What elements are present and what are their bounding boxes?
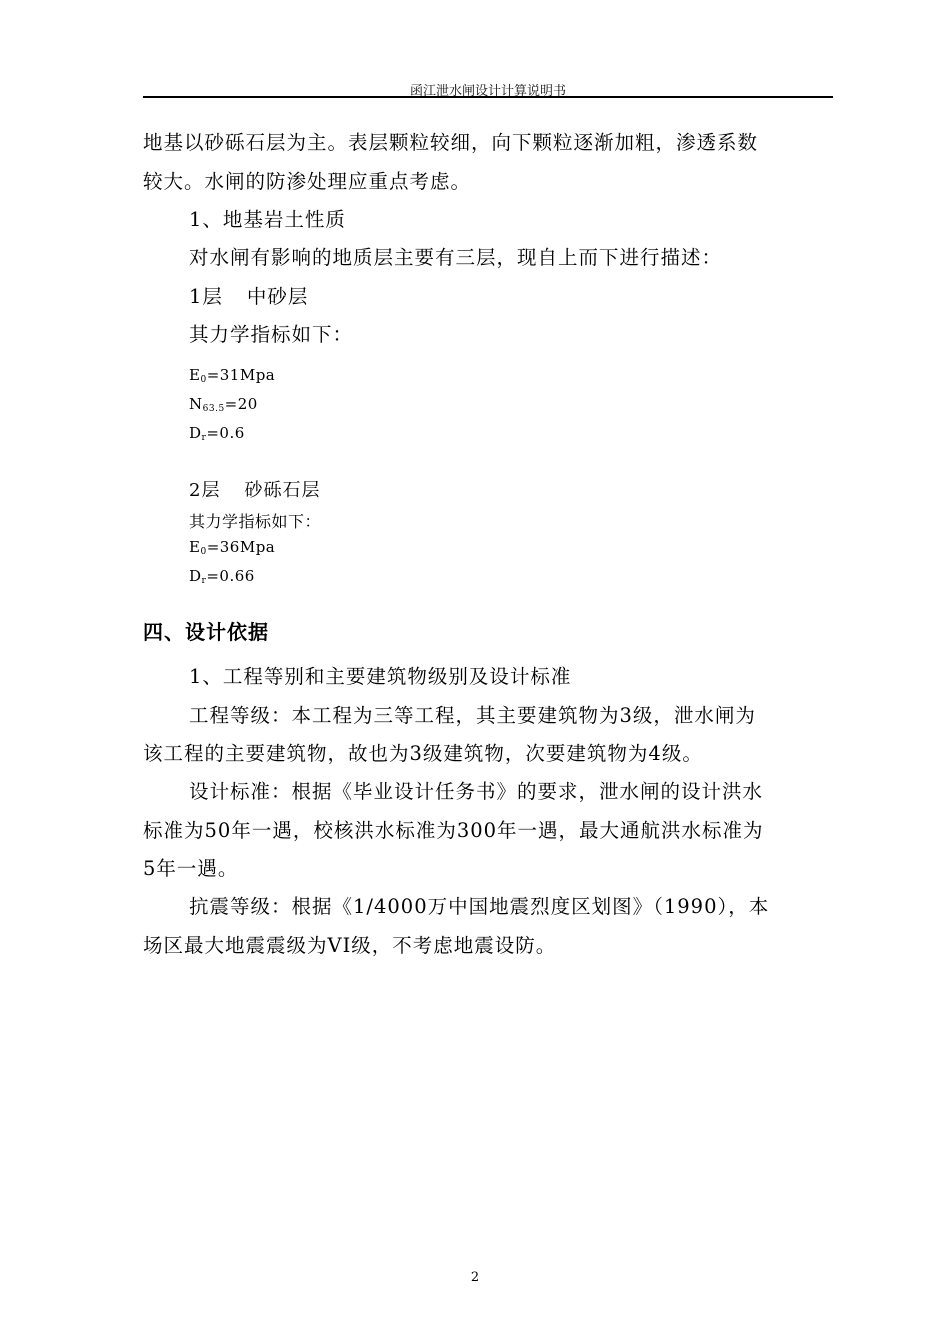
layer1-param-n635: $N_{63.5}=20$ bbox=[189, 395, 258, 414]
paragraph-line: 工程等级：本工程为三等工程，其主要建筑物为3级，泄水闸为 bbox=[189, 704, 756, 727]
layer2-param-dr: $D_r=0.66$ bbox=[189, 567, 255, 586]
layer2-number: 2层 bbox=[189, 480, 221, 501]
paragraph-line: 场区最大地震震级为VI级，不考虑地震设防。 bbox=[143, 934, 557, 957]
layer1-param-e0: $E_0=31Mpa$ bbox=[189, 366, 276, 385]
subheading-soil-properties: 1、地基岩土性质 bbox=[189, 208, 346, 231]
layer2-intro: 其力学指标如下： bbox=[189, 512, 322, 531]
paragraph-line: 地基以砂砾石层为主。表层颗粒较细，向下颗粒逐渐加粗，渗透系数 bbox=[143, 131, 759, 154]
paragraph-line: 该工程的主要建筑物，故也为3级建筑物，次要建筑物为4级。 bbox=[143, 742, 703, 765]
page-number: 2 bbox=[470, 1270, 480, 1285]
layer1-number: 1层 bbox=[189, 285, 223, 308]
paragraph-line: 标准为50年一遇，校核洪水标准为300年一遇，最大通航洪水标准为 bbox=[143, 819, 764, 842]
paragraph-line: 5年一遇。 bbox=[143, 857, 239, 880]
paragraph-line: 抗震等级：根据《1/4000万中国地震烈度区划图》（1990），本 bbox=[189, 895, 770, 918]
layer1-intro: 其力学指标如下： bbox=[189, 323, 354, 346]
header-rule bbox=[143, 96, 833, 98]
layer1-title bbox=[189, 281, 308, 309]
section-heading-design-basis: 四、设计依据 bbox=[143, 620, 269, 644]
paragraph-line: 较大。水闸的防渗处理应重点考虑。 bbox=[143, 170, 472, 193]
layer1-param-dr: $D_r=0.6$ bbox=[189, 424, 245, 443]
layer2-name: 砂砾石层 bbox=[244, 480, 321, 501]
page-header-title: 函江泄水闸设计计算说明书 bbox=[409, 84, 566, 99]
layer2-title bbox=[189, 476, 320, 502]
paragraph-line: 对水闸有影响的地质层主要有三层，现自上而下进行描述： bbox=[189, 246, 723, 269]
layer2-param-e0: $E_0=36Mpa$ bbox=[189, 538, 276, 557]
layer1-name: 中砂层 bbox=[246, 285, 309, 308]
subheading-grade-standards: 1、工程等别和主要建筑物级别及设计标准 bbox=[189, 665, 572, 688]
paragraph-line: 设计标准：根据《毕业设计任务书》的要求，泄水闸的设计洪水 bbox=[189, 780, 764, 803]
